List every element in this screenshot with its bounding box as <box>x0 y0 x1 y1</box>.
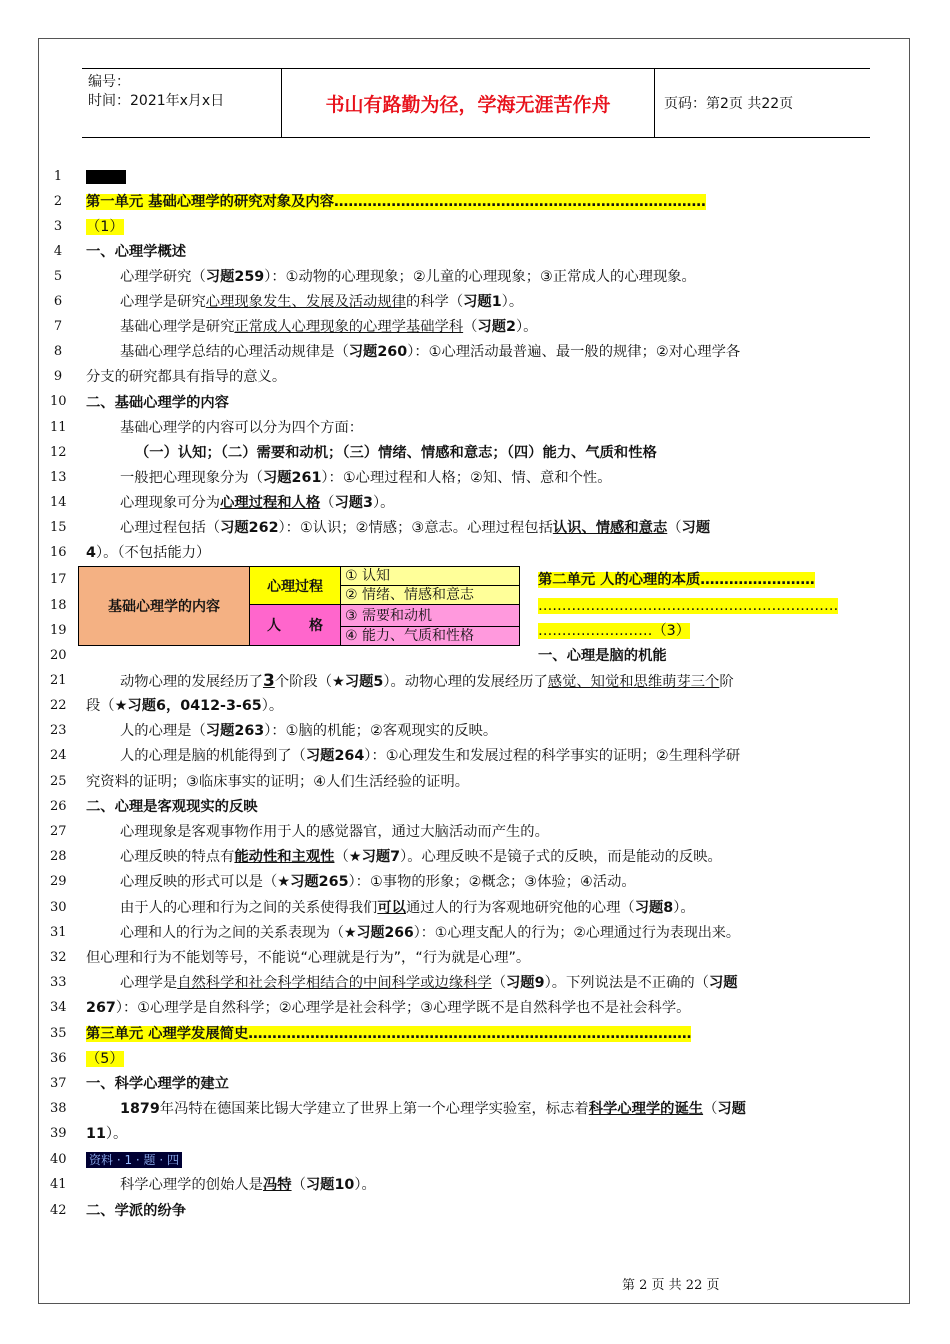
line-number: 19 <box>50 623 67 638</box>
line-number: 1 <box>53 169 63 184</box>
text-line: 科学心理学的创始人是冯特（习题10）。 <box>120 1177 376 1193</box>
text-line: 心理学是自然科学和社会科学相结合的中间科学或边缘科学（习题9）。下列说法是不正确的（习题 <box>120 975 738 991</box>
text-line: 究资料的证明；③临床事实的证明；④人们生活经验的证明。 <box>86 774 470 790</box>
header-motto: 书山有路勤为径，学海无涯苦作舟 <box>282 69 655 137</box>
number-label: 编号： <box>88 74 130 90</box>
line-number: 11 <box>50 420 67 435</box>
line-number: 5 <box>53 269 63 284</box>
text-line: 一般把心理现象分为（习题261）：①心理过程和人格；②知、情、意和个性。 <box>120 470 612 486</box>
line-number: 21 <box>50 673 67 688</box>
text-line: 心理和人的行为之间的关系表现为（★习题266）：①心理支配人的行为；②心理通过行为表现出来。 <box>120 925 740 941</box>
line-number: 25 <box>50 774 67 789</box>
line-number: 24 <box>50 748 67 763</box>
line-number: 31 <box>50 925 67 940</box>
text-line: 但心理和行为不能划等号，不能说“心理就是行为”，“行为就是心理”。 <box>86 950 531 966</box>
text-line: 心理学研究（习题259）：①动物的心理现象；②儿童的心理现象；③正常成人的心理现象。 <box>120 269 696 285</box>
line-number: 16 <box>50 545 67 560</box>
line-number: 28 <box>50 849 67 864</box>
line-number: 33 <box>50 975 67 990</box>
unit2-page-ref: ……………………（3） <box>538 623 691 639</box>
unit1-page-ref: （1） <box>86 219 124 235</box>
text-line: 人的心理是脑的机能得到了（习题264）：①心理发生和发展过程的科学事实的证明；②生理科学研 <box>120 748 741 764</box>
text-line: 267）：①心理学是自然科学；②心理学是社会科学；③心理学既不是自然科学也不是社会科学。 <box>86 1000 691 1016</box>
text-line: 心理过程包括（习题262）：①认识；②情感；③意志。心理过程包括认识、情感和意志（习题 <box>120 520 711 536</box>
text-line: 1879年冯特在德国莱比锡大学建立了世界上第一个心理学实验室，标志着科学心理学的诞生（习题 <box>120 1101 746 1117</box>
content-table <box>78 566 520 646</box>
redacted-bar: 资料 · 1 · 题 · 四 <box>86 1151 182 1169</box>
text-line: 基础心理学是研究正常成人心理现象的心理学基础学科（习题2）。 <box>120 319 538 335</box>
line-number: 26 <box>50 799 67 814</box>
unit3-heading: 第三单元 心理学发展简史………………………………………………………………………………… <box>86 1026 692 1042</box>
table-main-cell: 基础心理学的内容 <box>79 567 250 646</box>
text-line: 心理学是研究心理现象发生、发展及活动规律的科学（习题1）。 <box>120 294 524 310</box>
table-item: ② 情绪、情感和意志 <box>341 586 520 605</box>
date-label: 时间：2021年x月x日 <box>88 93 225 109</box>
text-line: 动物心理的发展经历了3个阶段（★习题5）。动物心理的发展经历了感觉、知觉和思维萌芽三个阶 <box>120 671 734 691</box>
line-number: 35 <box>50 1026 67 1041</box>
table-item: ③ 需要和动机 <box>341 605 520 627</box>
line-number: 7 <box>53 319 63 334</box>
table-item: ① 认知 <box>341 567 520 586</box>
table-personality-cell: 人 格 <box>250 605 341 646</box>
line-number: 18 <box>50 598 67 613</box>
line-number: 14 <box>50 495 67 510</box>
line-number: 13 <box>50 470 67 485</box>
unit3-page-ref: （5） <box>86 1051 124 1067</box>
text-line: 基础心理学的内容可以分为四个方面： <box>120 420 364 436</box>
document-header <box>82 68 870 138</box>
unit2-heading: 第二单元 人的心理的本质…………………… <box>538 572 815 588</box>
section-heading: 一、科学心理学的建立 <box>86 1076 229 1092</box>
line-number: 36 <box>50 1051 67 1066</box>
line-number: 40 <box>50 1152 67 1167</box>
line-number: 39 <box>50 1126 67 1141</box>
unit1-heading: 第一单元 基础心理学的研究对象及内容…………………………………………………………………… <box>86 194 706 210</box>
line-number: 38 <box>50 1101 67 1116</box>
line-number: 22 <box>50 698 67 713</box>
table-item: ④ 能力、气质和性格 <box>341 627 520 646</box>
section-heading: 二、学派的纷争 <box>86 1203 187 1219</box>
line-number: 34 <box>50 1000 67 1015</box>
text-line: 段（★习题6，0412-3-65）。 <box>86 698 284 714</box>
section-heading: 一、心理是脑的机能 <box>538 648 667 664</box>
text-line: 人的心理是（习题263）：①脑的机能；②客观现实的反映。 <box>120 723 498 739</box>
text-line: 由于人的心理和行为之间的关系使得我们可以通过人的行为客观地研究他的心理（习题8）。 <box>120 900 695 916</box>
line-number: 32 <box>50 950 67 965</box>
page-footer: 第 2 页 共 22 页 <box>622 1278 720 1293</box>
line-number: 27 <box>50 824 67 839</box>
text-line: （一）认知；（二）需要和动机；（三）情绪、情感和意志；（四）能力、气质和性格 <box>135 445 657 461</box>
text-line: 心理反映的特点有能动性和主观性（★习题7）。心理反映不是镜子式的反映，而是能动的反映。 <box>120 849 722 865</box>
line-number: 42 <box>50 1203 67 1218</box>
text-line: 心理反映的形式可以是（★习题265）：①事物的形象；②概念；③体验；④活动。 <box>120 874 636 890</box>
text-line: 11）。 <box>86 1126 128 1142</box>
line-number: 9 <box>53 369 63 384</box>
header-meta <box>82 69 282 137</box>
line-number: 20 <box>50 648 67 663</box>
text-line: 分支的研究都具有指导的意义。 <box>86 369 287 385</box>
line-number: 30 <box>50 900 67 915</box>
line-number: 37 <box>50 1076 67 1091</box>
line-number: 15 <box>50 520 67 535</box>
section-heading: 二、基础心理学的内容 <box>86 395 229 411</box>
table-process-cell: 心理过程 <box>250 567 341 605</box>
text-line: 基础心理学总结的心理活动规律是（习题260）：①心理活动最普遍、最一般的规律；②对心理学各 <box>120 344 741 360</box>
section-heading: 二、心理是客观现实的反映 <box>86 799 258 815</box>
line-number: 12 <box>50 445 67 460</box>
text-line: 心理现象可分为心理过程和人格（习题3）。 <box>120 495 395 511</box>
redacted-block <box>86 168 126 186</box>
line-number: 29 <box>50 874 67 889</box>
unit2-heading-cont: ……………………………………………………… <box>538 598 839 614</box>
line-number: 41 <box>50 1177 67 1192</box>
header-page-label: 页码：第2页 共22页 <box>664 96 794 112</box>
line-number: 23 <box>50 723 67 738</box>
line-number: 2 <box>53 194 63 209</box>
text-line: 4）。（不包括能力） <box>86 545 211 561</box>
line-number: 3 <box>53 219 63 234</box>
line-number: 8 <box>53 344 63 359</box>
line-number: 4 <box>53 244 63 259</box>
line-number: 6 <box>53 294 63 309</box>
line-number: 10 <box>50 394 67 409</box>
section-heading: 一、心理学概述 <box>86 244 187 260</box>
line-number: 17 <box>50 572 67 587</box>
text-line: 心理现象是客观事物作用于人的感觉器官，通过大脑活动而产生的。 <box>120 824 549 840</box>
